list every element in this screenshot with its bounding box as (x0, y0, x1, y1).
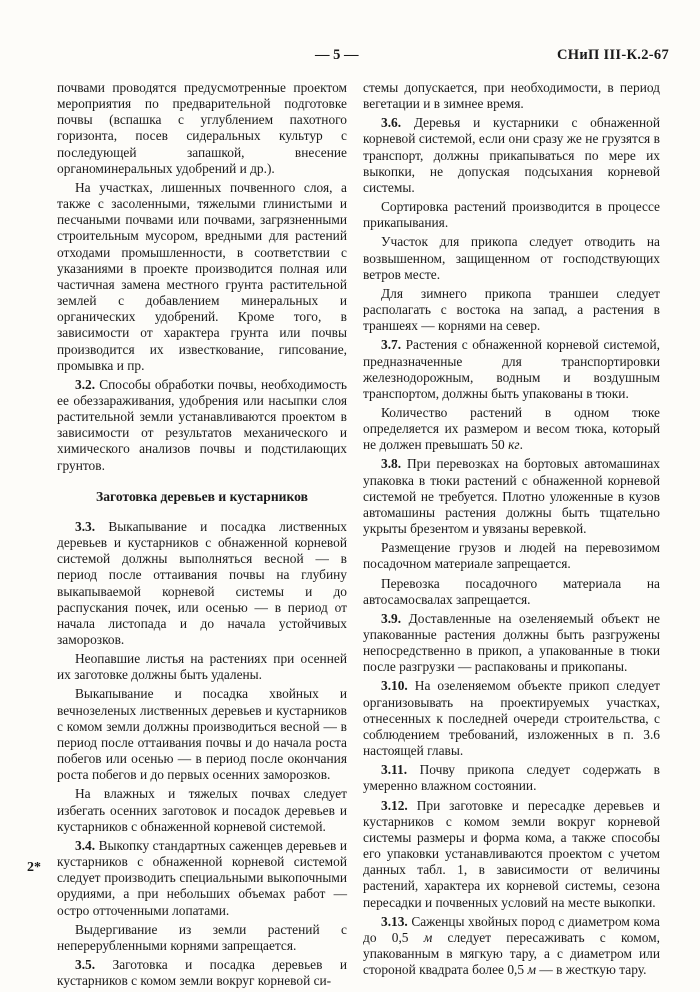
paragraph (363, 405, 660, 453)
clause-number: 3.11. (381, 762, 408, 778)
paragraph-3-12 (363, 798, 660, 911)
paragraph: Перевозка посадочного материала на автосамосвалах запрещается. (363, 575, 660, 607)
clause-number: 3.8. (381, 456, 402, 472)
paragraph-3-3 (57, 519, 347, 648)
clause-number: 3.7. (381, 337, 402, 353)
signature-mark: 2* (27, 860, 41, 875)
document-code: СНиП III-К.2-67 (557, 47, 669, 63)
paragraph: Размещение грузов и людей на перевозимом посадочном материале запрещается. (363, 540, 660, 572)
paragraph: На влажных и тяжелых почвах следует избегать осенних заготовок и посадок деревьев и кустарников с обнаженной корневой системой. (57, 786, 347, 834)
clause-number: 3.10. (381, 678, 408, 694)
paragraph: стемы допускается, при необходимости, в период вегетации и в зимнее время. (363, 80, 660, 112)
paragraph-3-13 (363, 914, 660, 979)
clause-text: Выкапывание и посадка лиственных деревьев и кустарников с обнаженной корневой системой должны выполняться весной — в период после оттаивания почвы на глубину выкапываемой корневой системы и до распускания почек, или осенью — в период от начала листопада и до начала устойчивых заморозков. (57, 518, 347, 647)
clause-number: 3.9. (381, 610, 402, 626)
clause-number: 3.4. (75, 837, 96, 853)
clause-text: Растения с обнаженной корневой системой, предназначенные для транспортировки железнодорожным, водным и воздушным транспортом, должны быть упакованы в тюки. (363, 337, 660, 401)
page-header (57, 47, 669, 69)
paragraph-3-2 (57, 377, 347, 474)
page-number: — 5 — (315, 47, 359, 63)
clause-text: Доставленные на озеленяемый объект не упакованные растения должны быть разгружены непосредственно в прикоп, а упакованные в тюки после разгрузки — распакованы и прикопаны. (363, 610, 660, 675)
paragraph: Для зимнего прикопа траншеи следует располагать с востока на запад, а растения в траншеях — корнями на север. (363, 285, 660, 334)
clause-text: Способы обработки почвы, необходимость ее обеззараживания, удобрения или насыпки слоя растительной земли устанавливаются проектом в зависимости от результатов механического и химического анализов почвы и подстилающих грунтов. (57, 376, 347, 473)
clause-text: На озеленяемом объекте прикоп следует организовывать на проектируемых участках, отнесенных к последней очереди строительства, с соблюдением требований, изложенных в п. 3.6 настоящей главы. (363, 678, 660, 759)
clause-text: При заготовке и пересадке деревьев и кустарников с комом земли вокруг корневой системы размеры и форма кома, а также способы его упаковки устанавливаются проектом с учетом данных табл. 1, в зависимости от величины растений, характера их корневой системы, сезона пересадки и почвенных условий на месте выкопки. (363, 797, 660, 910)
paragraph-3-5 (57, 957, 347, 989)
paragraph: почвами проводятся предусмотренные проектом мероприятия по предварительной подготовке почвы (вспашка с углублением пахотного горизонта, посев сидеральных культур с последующей запашкой, внесение органоминеральных удобрений и др.). (57, 80, 347, 176)
paragraph-3-6 (363, 115, 660, 196)
clause-number: 3.3. (75, 518, 96, 534)
clause-text: Деревья и кустарники с обнаженной корневой системой, если они сразу же не грузятся в транспорт, должны прикапываться по мере их выкопки, не допуская подсыхания корневой системы. (363, 115, 660, 195)
paragraph: На участках, лишенных почвенного слоя, а также с засоленными, тяжелыми глинистыми и песчаными почвами или почвами, загрязненными строительным мусором, вредными для растений отходами промышленности, в соответствии с указаниями в проекте производится полная или частичная замена местного грунта растительной землей с добавлением минеральных и органических удобрений. Кроме того, в зависимости от характера грунта или почвы производится их известкование, гипсование, промывка и пр. (57, 179, 347, 373)
right-column (363, 80, 660, 981)
clause-text: Почву прикопа следует содержать в умеренно влажном состоянии. (363, 762, 660, 794)
text-run: . (519, 437, 523, 453)
clause-number: 3.6. (381, 115, 402, 131)
clause-number: 3.13. (381, 913, 408, 929)
section-title: Заготовка деревьев и кустарников (96, 488, 308, 504)
text-run: Саженцы хвойных пород с диаметром кома до 0,5 (363, 913, 660, 945)
clause-number: 3.12. (381, 797, 408, 813)
paragraph-3-7 (363, 337, 660, 402)
clause-text: При перевозках на бортовых автомашинах упаковка в тюки растений с обнаженной корневой системой не требуется. Плотно уложенные в кузов автомашины растения должны быть тщательно укрыты брезентом и увязаны веревкой. (363, 456, 660, 537)
paragraph: Сортировка растений производится в процессе прикапывания. (363, 199, 660, 231)
left-column (57, 80, 347, 992)
paragraph: Неопавшие листья на растениях при осенней их заготовке должны быть удалены. (57, 651, 347, 683)
text-run: — в жесткую тару. (539, 962, 647, 978)
clause-text: Заготовка и посадка деревьев и кустарников с комом земли вокруг корневой си- (57, 956, 347, 989)
paragraph: Выкапывание и посадка хвойных и вечнозеленых лиственных деревьев и кустарников с комом земли должны производиться весной — в период после оттаивания почвы и до начала роста побегов или осенью — в период после окончания роста побегов и до первых осенних заморозков. (57, 686, 347, 783)
clause-text: Выкопку стандартных саженцев деревьев и кустарников с обнаженной корневой системой следует производить специальными выкопочными орудиями, а при небольших объемах работ — остро отточенными лопатами. (57, 837, 347, 918)
paragraph-3-8 (363, 456, 660, 537)
unit: м (423, 929, 433, 945)
paragraph-3-10 (363, 678, 660, 759)
unit: кг (508, 437, 520, 453)
paragraph: Участок для прикопа следует отводить на возвышенном, защищенном от господствующих ветров месте. (363, 234, 660, 282)
text-run: Количество растений в одном тюке определяется их размером и весом тюка, который не должен превышать 50 (363, 404, 660, 453)
paragraph-3-11 (363, 762, 660, 794)
paragraph-3-9 (363, 611, 660, 676)
paragraph-3-4 (57, 838, 347, 919)
text-run: следует пересаживать с комом, упакованным в мягкую тару, а с диаметром или стороной квадрата более 0,5 (363, 929, 660, 978)
clause-number: 3.5. (75, 956, 96, 972)
paragraph: Выдергивание из земли растений с неперерубленными корнями запрещается. (57, 921, 347, 953)
unit: м (527, 962, 536, 978)
clause-number: 3.2. (75, 376, 96, 392)
